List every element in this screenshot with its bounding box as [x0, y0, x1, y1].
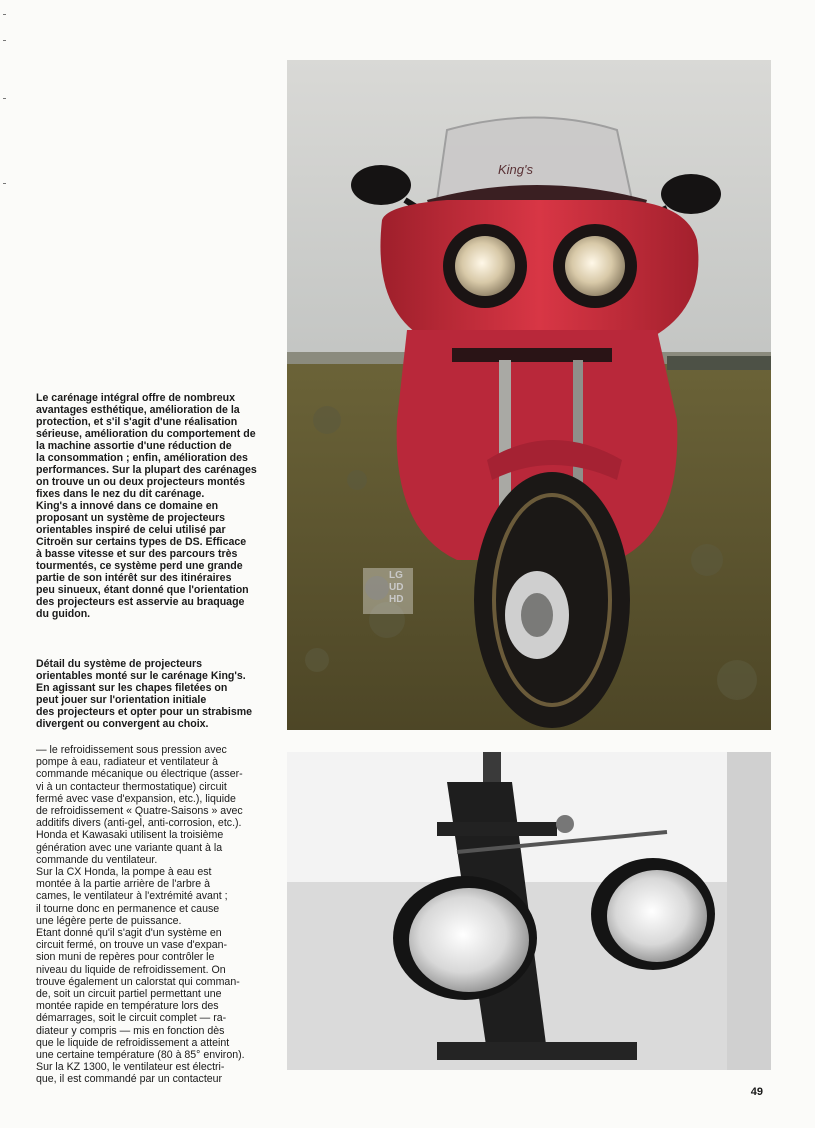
caption-motorcycle-fairing: Le carénage intégral offre de nombreux avantages esthétique, amélioration de la protection, et s'il s'agit d'une réalisation sérieuse, amélioration du comportement de la machine assortie d'une réduction de la consommation ; enfin, amélioration des performances. Sur la plupart des carénages on trouve un ou deux projecteurs montés fixes dans le nez du dit carénage. King's a innové dans ce domaine en proposant un système de projecteurs orientables inspiré de celui utilisé par Citroën sur certains types de DS. Efficace à basse vitesse et sur des parcours très tourmentés, ce système perd une grande partie de son intérêt sur des itinéraires peu sinueux, étant donné que l'orientation des projecteurs est asservie au braquage du guidon. [36, 392, 257, 620]
page-number: 49 [750, 1086, 763, 1098]
watermark-face-icon [363, 568, 413, 614]
article-body-text: — le refroidissement sous pression avec pompe à eau, radiateur et ventilateur à commande mécanique ou électrique (asser- vi à un contacteur thermostatique) circuit fermé avec vase d'expansion, etc.), liquide de refroidissement « Quatre-Saisons » avec additifs divers (anti-gel, anti-corrosion, etc.). Honda et Kawasaki utilisent la troisième génération avec une variante quant à la commande du ventilateur. Sur la CX Honda, la pompe à eau est montée à la partie arrière de l'arbre à cames, le ventilateur à l'extrémité avant ; il tourne donc en permanence et cause une légère perte de puissance. Etant donné qu'il s'agit d'un système en circuit fermé, on trouve un vase d'expan- sion muni de repères pour contrôler le niveau du liquide de refroidissement. On trouve également un calorstat qui comman- de, soit un circuit partiel permettant une montée rapide en température lors des démarrages, soit le circuit complet — ra- diateur y compris — mis en fonction dès que le liquide de refroidissement a atteint une certaine température (80 à 85° environ). Sur la KZ 1300, le ventilateur est électri- que, il est commandé par un contacteur [36, 744, 245, 1086]
watermark-logo [363, 568, 413, 614]
watermark-text: LG UD HD [389, 570, 404, 605]
margin-mark [3, 40, 6, 41]
margin-mark [3, 183, 6, 184]
margin-mark [3, 14, 6, 15]
windscreen-logo: King's [498, 162, 534, 177]
caption-headlight-system: Détail du système de projecteurs orientables monté sur le carénage King's. En agissant sur les chapes filetées on peut jouer sur l'orientation initiale des projecteurs et opter pour un strabisme divergent ou convergent au choix. [36, 658, 253, 730]
motorcycle-fairing-photo [287, 60, 771, 730]
headlight-assembly-photo [287, 752, 771, 1070]
margin-mark [3, 98, 6, 99]
